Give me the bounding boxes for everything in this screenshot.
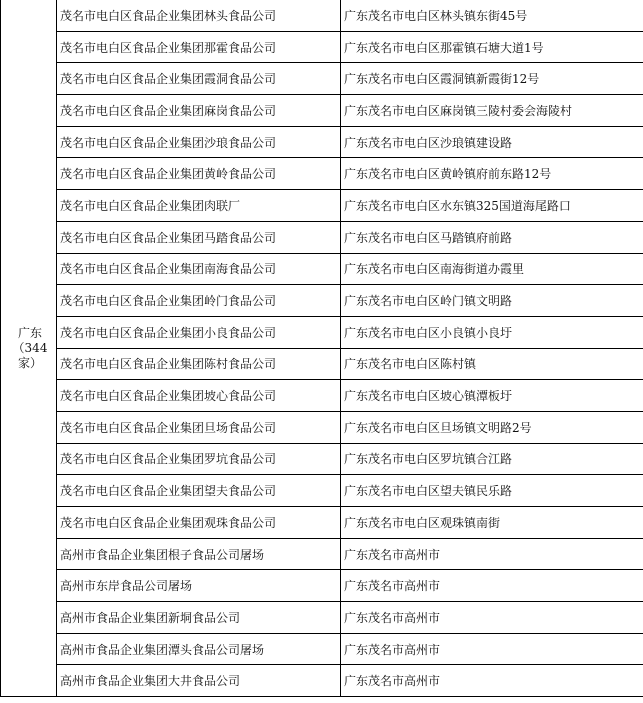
table-row (1, 95, 643, 127)
table-row (1, 380, 643, 412)
address-cell: 广东茂名市电白区坡心镇潭板圩 (341, 380, 643, 412)
company-name-cell: 茂名市电白区食品企业集团沙琅食品公司 (57, 126, 341, 158)
table-row (1, 316, 643, 348)
company-name-cell: 茂名市电白区食品企业集团岭门食品公司 (57, 285, 341, 317)
address-cell: 广东茂名市电白区南海街道办霞里 (341, 253, 643, 285)
company-name-cell: 茂名市电白区食品企业集团罗坑食品公司 (57, 443, 341, 475)
table-row (1, 475, 643, 507)
address-cell: 广东茂名市电白区霞洞镇新霞街12号 (341, 63, 643, 95)
table-row (1, 538, 643, 570)
address-cell: 广东茂名市电白区望夫镇民乐路 (341, 475, 643, 507)
table-row (1, 190, 643, 222)
company-name-cell: 茂名市电白区食品企业集团陈村食品公司 (57, 348, 341, 380)
address-cell: 广东茂名市电白区麻岗镇三陵村委会海陵村 (341, 95, 643, 127)
company-name-cell: 茂名市电白区食品企业集团那霍食品公司 (57, 31, 341, 63)
table-row (1, 443, 643, 475)
company-name-cell: 茂名市电白区食品企业集团坡心食品公司 (57, 380, 341, 412)
table-row (1, 63, 643, 95)
address-cell: 广东茂名市电白区陈村镇 (341, 348, 643, 380)
table-row (1, 633, 643, 665)
table-row (1, 602, 643, 634)
company-name-cell: 茂名市电白区食品企业集团麻岗食品公司 (57, 95, 341, 127)
table-row (1, 221, 643, 253)
company-name-cell: 茂名市电白区食品企业集团肉联厂 (57, 190, 341, 222)
address-cell: 广东茂名市电白区小良镇小良圩 (341, 316, 643, 348)
address-cell: 广东茂名市电白区黄岭镇府前东路12号 (341, 158, 643, 190)
company-name-cell: 高州市食品企业集团新垌食品公司 (57, 602, 341, 634)
address-cell: 广东茂名市电白区马踏镇府前路 (341, 221, 643, 253)
province-count-unit: 家） (17, 355, 42, 370)
table-row (1, 0, 643, 31)
company-name-cell: 茂名市电白区食品企业集团黄岭食品公司 (57, 158, 341, 190)
company-name-cell: 高州市东岸食品公司屠场 (57, 570, 341, 602)
province-count: （344 (12, 340, 48, 355)
address-cell: 广东茂名市高州市 (341, 570, 643, 602)
company-name-cell: 高州市食品企业集团根子食品公司屠场 (57, 538, 341, 570)
province-name: 广东 (17, 325, 42, 340)
company-name-cell: 茂名市电白区食品企业集团林头食品公司 (57, 0, 341, 31)
company-name-cell: 茂名市电白区食品企业集团南海食品公司 (57, 253, 341, 285)
company-name-cell: 高州市食品企业集团潭头食品公司屠场 (57, 633, 341, 665)
table-row (1, 507, 643, 539)
address-cell: 广东茂名市电白区罗坑镇合江路 (341, 443, 643, 475)
table-row (1, 348, 643, 380)
table-row (1, 570, 643, 602)
table-body (1, 0, 643, 697)
address-cell: 广东茂名市高州市 (341, 602, 643, 634)
company-name-cell: 高州市食品企业集团大井食品公司 (57, 665, 341, 697)
company-name-cell: 茂名市电白区食品企业集团马踏食品公司 (57, 221, 341, 253)
address-cell: 广东茂名市高州市 (341, 633, 643, 665)
address-cell: 广东茂名市高州市 (341, 538, 643, 570)
company-name-cell: 茂名市电白区食品企业集团旦场食品公司 (57, 411, 341, 443)
table-row (1, 285, 643, 317)
address-cell: 广东茂名市电白区林头镇东街45号 (341, 0, 643, 31)
table-row (1, 665, 643, 697)
company-name-cell: 茂名市电白区食品企业集团望夫食品公司 (57, 475, 341, 507)
table-row (1, 253, 643, 285)
company-name-cell: 茂名市电白区食品企业集团观珠食品公司 (57, 507, 341, 539)
table-row (1, 411, 643, 443)
address-cell: 广东茂名市电白区观珠镇南街 (341, 507, 643, 539)
table-row (1, 126, 643, 158)
address-cell: 广东茂名市电白区旦场镇文明路2号 (341, 411, 643, 443)
province-cell (1, 0, 57, 697)
address-cell: 广东茂名市高州市 (341, 665, 643, 697)
company-name-cell: 茂名市电白区食品企业集团小良食品公司 (57, 316, 341, 348)
address-cell: 广东茂名市电白区那霍镇石塘大道1号 (341, 31, 643, 63)
address-cell: 广东茂名市电白区岭门镇文明路 (341, 285, 643, 317)
company-name-cell: 茂名市电白区食品企业集团霞洞食品公司 (57, 63, 341, 95)
table-row (1, 158, 643, 190)
address-cell: 广东茂名市电白区沙琅镇建设路 (341, 126, 643, 158)
address-cell: 广东茂名市电白区水东镇325国道海尾路口 (341, 190, 643, 222)
table-row (1, 31, 643, 63)
